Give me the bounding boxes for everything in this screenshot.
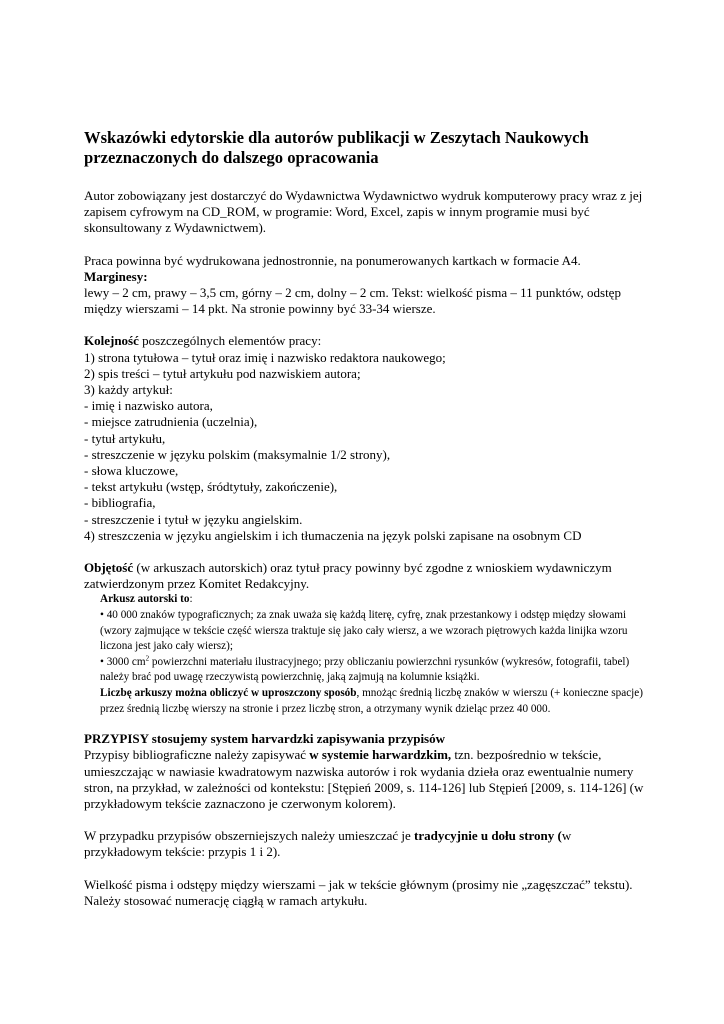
margins-label: Marginesy: xyxy=(84,268,148,284)
sheet-bullet-2 xyxy=(100,655,644,686)
list-item: - imię i nazwisko autora, xyxy=(84,398,213,414)
p2-bold: tradycyjnie u dołu strony ( xyxy=(414,828,562,844)
document-page xyxy=(84,128,644,909)
sheet-bullet-1: • 40 000 znaków typograficznych; za znak uważa się każdą literę, cyfrę, znak przestankowy i odstęp między słowami (wzory zajmujące w tekście część wiersza traktuje się jako cały wiersz, a we wzorach piętrowych każda linijka wzoru liczona jest jako cały wiersz); xyxy=(100,609,628,653)
sheet-calculation xyxy=(100,686,644,717)
footnotes-paragraph-2 xyxy=(84,828,644,860)
volume-text: (w arkuszach autorskich) oraz tytuł pracy powinny być zgodne z wnioskiem wydawniczym zatwierdzonym przez Komitet Redakcyjny. xyxy=(84,560,612,592)
bullet2-start: • 3000 cm xyxy=(100,655,146,668)
list-item: - streszczenie i tytuł w języku angielskim. xyxy=(84,511,303,527)
sheet-label-line xyxy=(100,592,644,608)
print-info-paragraph: Praca powinna być wydrukowana jednostronnie, na ponumerowanych kartkach w formacie A4. xyxy=(84,252,581,268)
list-item: 1) strona tytułowa – tytuł oraz imię i nazwisko redaktora naukowego; xyxy=(84,349,446,365)
footnotes-paragraph-3: Wielkość pisma i odstępy między wierszami – jak w tekście głównym (prosimy nie „zagęszczać” tekstu). Należy stosować numerację ciągłą w ramach artykułu. xyxy=(84,876,633,908)
sheet-definition xyxy=(84,592,644,717)
list-item: - bibliografia, xyxy=(84,495,156,511)
intro-paragraph: Autor zobowiązany jest dostarczyć do Wydawnictwa Wydawnictwo wydruk komputerowy pracy wraz z jej zapisem cyfrowym na CD_ROM, w programie: Word, Excel, zapis w innym programie musi być skonsultowany z Wydawnictwem). xyxy=(84,188,643,236)
p1-start: Przypisy bibliograficzne należy zapisywać xyxy=(84,747,310,763)
calc-label: Liczbę arkuszy można obliczyć w uproszczony sposób xyxy=(100,687,357,700)
bullet2-end: powierzchni materiału ilustracyjnego; przy obliczaniu powierzchni rysunków (wykresów, fotografii, tabel) należy brać pod uwagę rzeczywistą powierzchnię, jaką zajmują na kolumnie książki. xyxy=(100,655,630,684)
order-intro: poszczególnych elementów pracy: xyxy=(138,333,322,349)
list-item: - tekst artykułu (wstęp, śródtytuły, zakończenie), xyxy=(84,479,338,495)
volume-paragraph xyxy=(84,560,644,592)
order-label: Kolejność xyxy=(84,333,139,349)
footnotes-heading: PRZYPISY stosujemy system harvardzki zapisywania przypisów xyxy=(84,731,445,747)
sheet-label: Arkusz autorski to xyxy=(100,593,190,606)
p2-start: W przypadku przypisów obszerniejszych należy umieszczać je xyxy=(84,828,415,844)
list-item: - tytuł artykułu, xyxy=(84,430,166,446)
list-item: 2) spis treści – tytuł artykułu pod nazwiskiem autora; xyxy=(84,365,361,381)
sheet-colon: : xyxy=(189,593,193,606)
document-title xyxy=(84,128,644,168)
list-item: 3) każdy artykuł: xyxy=(84,382,173,398)
order-heading xyxy=(84,333,644,349)
list-item: - słowa kluczowe, xyxy=(84,463,179,479)
p1-bold: w systemie harwardzkim, xyxy=(309,747,452,763)
list-item: - miejsce zatrudnienia (uczelnia), xyxy=(84,414,258,430)
list-item: 4) streszczenia w języku angielskim i ich tłumaczenia na język polski zapisane na osobnym CD xyxy=(84,527,582,543)
p1-end: tzn. bezpośrednio w tekście, umieszczając w nawiasie kwadratowym nazwiska autorów i rok wydania dzieła oraz ewentualnie numery stron, na przykład, w zależności od kontekstu: [Stępień 2009, s. 114-126] lub Stępień [2009, s. 114-126] (w przykładowym tekście zaznaczono je czerwonym kolorem). xyxy=(84,747,644,812)
order-list xyxy=(84,350,644,544)
calc-text: , mnożąc średnią liczbę znaków w wierszu (+ konieczne spacje) przez średnią liczbę wierszy na stronie i przez liczbę stron, a otrzymany wynik dzieląc przez 40 000. xyxy=(100,687,643,715)
p2-end: w przykładowym tekście: przypis 1 i 2). xyxy=(84,828,572,860)
footnotes-paragraph-1 xyxy=(84,747,644,812)
margins-paragraph: lewy – 2 cm, prawy – 3,5 cm, górny – 2 cm, dolny – 2 cm. Tekst: wielkość pisma – 11 punktów, odstęp między wierszami – 14 pkt. Na stronie powinny być 33-34 wiersze. xyxy=(84,285,621,317)
title-line-1: Wskazówki edytorskie dla autorów publikacji w Zeszytach Naukowych xyxy=(84,128,589,147)
superscript-2: 2 xyxy=(145,654,150,663)
list-item: - streszczenie w języku polskim (maksymalnie 1/2 strony), xyxy=(84,446,391,462)
volume-label: Objętość xyxy=(84,560,134,576)
title-line-2: przeznaczonych do dalszego opracowania xyxy=(84,148,379,167)
